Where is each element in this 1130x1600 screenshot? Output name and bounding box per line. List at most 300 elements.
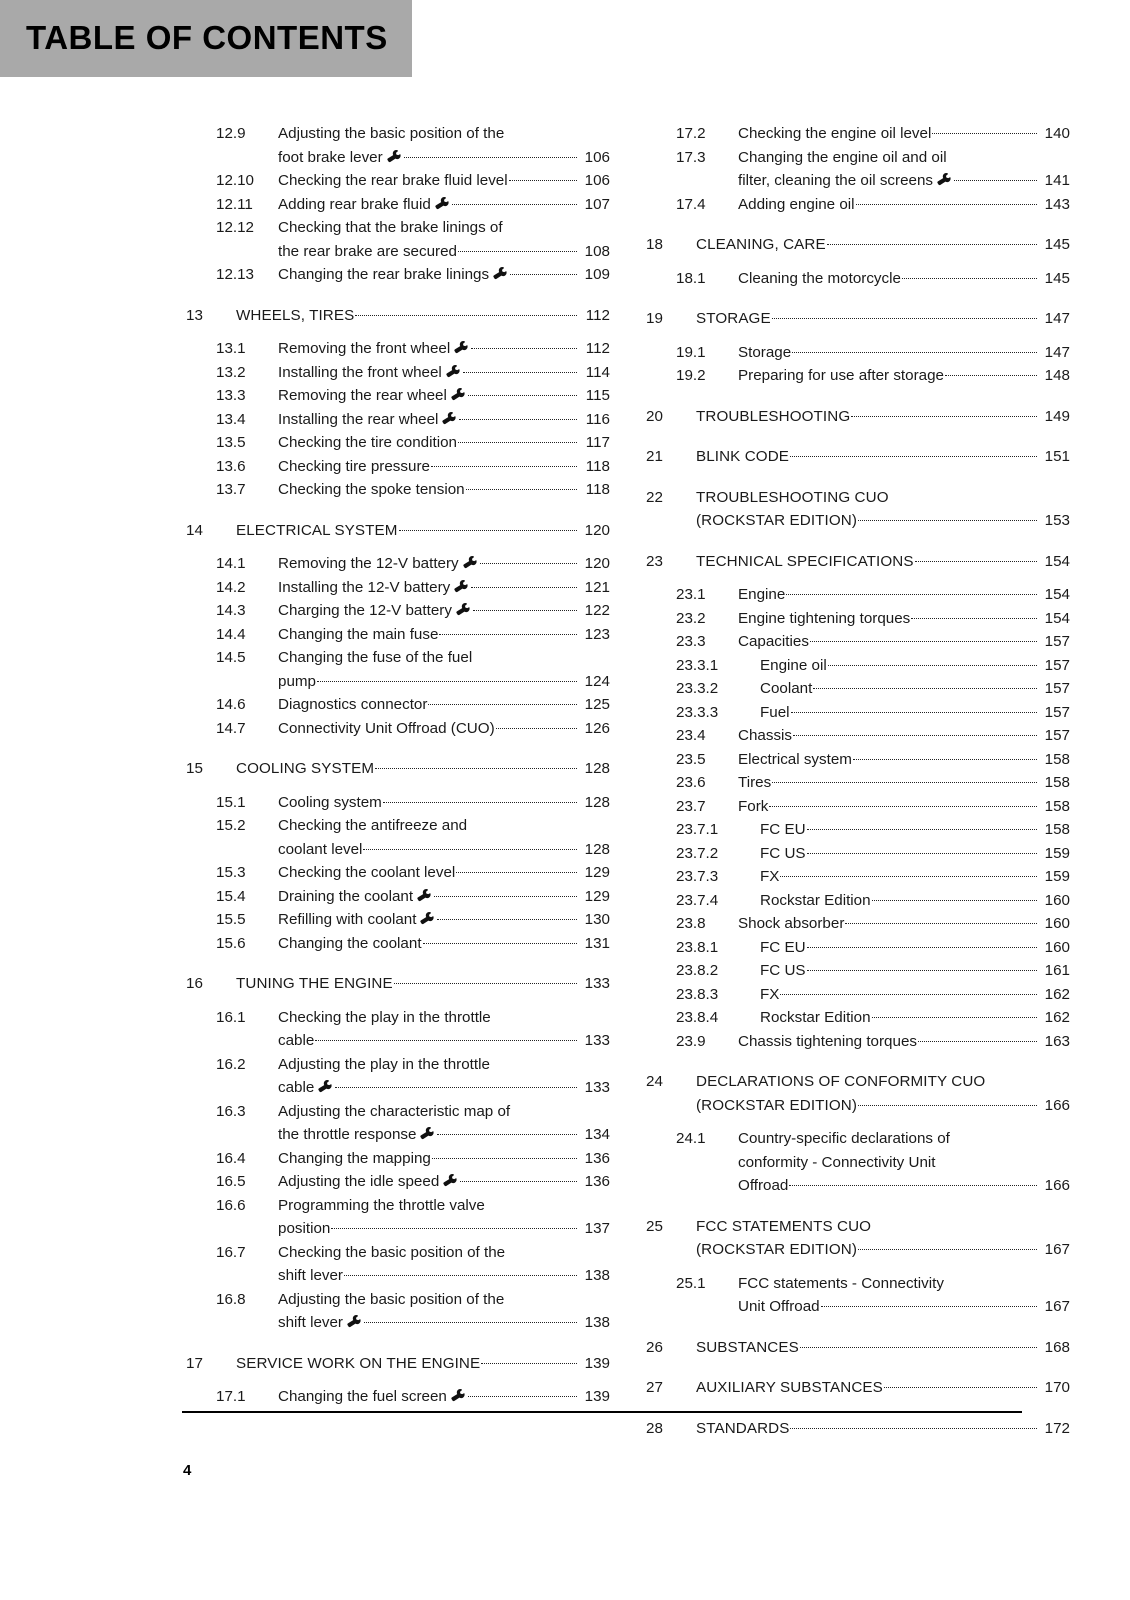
- toc-entry-line: [278, 646, 610, 670]
- toc-section-entry[interactable]: [640, 341, 1070, 365]
- toc-entry-title: SUBSTANCES: [696, 1338, 799, 1356]
- toc-entry-line: [760, 889, 1070, 913]
- toc-chapter-entry[interactable]: [640, 486, 1070, 533]
- toc-entry-page: 160: [1044, 915, 1070, 932]
- toc-entry-line: [738, 1151, 1070, 1175]
- toc-entry-page: 160: [1044, 938, 1070, 956]
- toc-entry-page: 147: [1044, 310, 1070, 327]
- toc-entry-line: [760, 677, 1070, 701]
- toc-section-entry[interactable]: [180, 169, 610, 193]
- toc-entry-line: [236, 1352, 610, 1376]
- toc-section-entry[interactable]: [640, 583, 1070, 607]
- toc-entry-title: Draining the coolant: [278, 887, 414, 905]
- toc-entry-body: [278, 1100, 610, 1147]
- toc-section-entry[interactable]: [180, 1385, 610, 1409]
- toc-entry-line: [278, 693, 610, 717]
- dot-leader: [463, 372, 577, 373]
- toc-entry-title: Changing the coolant: [278, 934, 422, 952]
- toc-entry-line: [738, 1295, 1070, 1319]
- toc-section-entry[interactable]: [180, 908, 610, 932]
- toc-section-entry[interactable]: [640, 1272, 1070, 1319]
- toc-chapter-entry[interactable]: [640, 445, 1070, 469]
- toc-entry-body: [738, 193, 1070, 217]
- toc-entry-body: [278, 576, 610, 600]
- toc-section-entry[interactable]: [180, 361, 610, 385]
- toc-entry-page: 157: [1044, 633, 1070, 650]
- toc-section-entry[interactable]: [640, 771, 1070, 795]
- toc-entry-line: [738, 1174, 1070, 1198]
- dot-leader: [510, 274, 577, 275]
- dot-leader: [431, 466, 577, 467]
- toc-entry-line: [696, 486, 1070, 510]
- toc-chapter-entry[interactable]: [640, 405, 1070, 429]
- toc-section-entry[interactable]: [640, 122, 1070, 146]
- toc-entry-title: AUXILIARY SUBSTANCES: [696, 1379, 883, 1396]
- toc-entry-title: FC EU: [760, 938, 806, 956]
- toc-entry-body: [696, 1376, 1070, 1400]
- toc-section-entry[interactable]: [180, 885, 610, 909]
- toc-entry-page: 158: [1044, 750, 1070, 768]
- toc-section-entry[interactable]: [640, 889, 1070, 913]
- toc-entry-title: COOLING SYSTEM: [236, 760, 375, 777]
- toc-entry-line: [278, 337, 610, 361]
- toc-section-entry[interactable]: [640, 724, 1070, 748]
- toc-entry-page: 128: [584, 793, 610, 811]
- toc-entry-body: [278, 1170, 610, 1194]
- dot-leader: [915, 561, 1037, 562]
- dot-leader: [872, 1017, 1037, 1018]
- toc-entry-title: Shock absorber: [738, 915, 845, 932]
- toc-entry-page: 140: [1044, 125, 1070, 142]
- toc-section-entry[interactable]: [180, 932, 610, 956]
- toc-section-entry[interactable]: [640, 748, 1070, 772]
- toc-entry-title: Adding engine oil: [738, 195, 855, 213]
- dot-leader: [458, 251, 577, 252]
- toc-entry-line: [278, 838, 610, 862]
- footer-divider: [182, 1411, 1022, 1413]
- toc-section-entry[interactable]: [180, 576, 610, 600]
- toc-entry-title: Electrical system: [738, 750, 852, 768]
- toc-entry-line: [696, 405, 1070, 429]
- toc-section-entry[interactable]: [180, 263, 610, 287]
- toc-entry-title: Changing the fuse of the fuel: [278, 649, 473, 666]
- dot-leader: [807, 853, 1037, 854]
- toc-entry-line: [738, 724, 1070, 748]
- toc-entry-line: [738, 169, 1070, 193]
- toc-chapter-entry[interactable]: [640, 1417, 1070, 1441]
- dot-leader: [827, 244, 1037, 245]
- toc-entry-title: shift lever: [278, 1267, 343, 1284]
- toc-entry-line: [760, 701, 1070, 725]
- toc-chapter-entry[interactable]: [180, 519, 610, 543]
- toc-section-entry[interactable]: [180, 1006, 610, 1053]
- toc-entry-line: [278, 384, 610, 408]
- toc-entry-title: TROUBLESHOOTING CUO: [696, 488, 889, 506]
- toc-entry-body: [738, 364, 1070, 388]
- toc-entry-body: [738, 748, 1070, 772]
- toc-entry-page: 131: [584, 934, 610, 952]
- toc-entry-number: 19.2: [676, 367, 706, 384]
- toc-section-entry[interactable]: [180, 1241, 610, 1288]
- toc-entry-number: 23.9: [676, 1032, 706, 1050]
- toc-entry-title: Checking the spoke tension: [278, 481, 465, 498]
- toc-entry-number: 23.7.2: [676, 844, 719, 862]
- toc-entry-line: [278, 478, 610, 502]
- toc-entry-number: 17.3: [676, 148, 706, 166]
- toc-entry-page: 159: [1044, 844, 1070, 862]
- toc-section-entry[interactable]: [180, 1194, 610, 1241]
- toc-section-entry[interactable]: [180, 1147, 610, 1171]
- toc-entry-title: shift lever: [278, 1314, 343, 1331]
- toc-entry-page: 122: [584, 602, 610, 619]
- dot-leader: [821, 1306, 1037, 1307]
- toc-entry-number: 19: [646, 310, 663, 327]
- wrench-icon: [435, 197, 450, 210]
- toc-entry-title: Chassis: [738, 727, 793, 744]
- toc-entry-title: position: [278, 1220, 331, 1237]
- toc-section-entry[interactable]: [180, 431, 610, 455]
- toc-entry-title: Checking the basic position of the: [278, 1243, 506, 1261]
- toc-entry-line: [696, 1417, 1070, 1441]
- toc-entry-number: 13.6: [216, 457, 246, 475]
- toc-entry-body: [278, 1385, 610, 1409]
- toc-entry-line: [278, 932, 610, 956]
- toc-entry-line: [278, 431, 610, 455]
- toc-chapter-entry[interactable]: [640, 1215, 1070, 1262]
- toc-entry-line: [738, 193, 1070, 217]
- toc-entry-number: 15.3: [216, 864, 246, 881]
- toc-entry-title: Chassis tightening torques: [738, 1032, 917, 1050]
- toc-section-entry[interactable]: [180, 478, 610, 502]
- toc-section-entry[interactable]: [640, 701, 1070, 725]
- toc-entry-line: [278, 1076, 610, 1100]
- toc-entry-page: 157: [1044, 680, 1070, 697]
- toc-entry-number: 23.2: [676, 609, 706, 627]
- toc-entry-body: [278, 337, 610, 361]
- toc-entry-number: 14.1: [216, 555, 246, 572]
- toc-entry-title: (ROCKSTAR EDITION): [696, 512, 857, 529]
- toc-section-entry[interactable]: [180, 1053, 610, 1100]
- dot-leader: [810, 641, 1037, 642]
- toc-section-entry[interactable]: [180, 814, 610, 861]
- toc-entry-number: 28: [646, 1419, 663, 1437]
- toc-section-entry[interactable]: [640, 1127, 1070, 1198]
- toc-entry-page: 121: [584, 578, 610, 596]
- toc-entry-title: the rear brake are secured: [278, 242, 457, 260]
- toc-entry-line: [278, 908, 610, 932]
- toc-entry-number: 16.5: [216, 1173, 246, 1190]
- toc-entry-number: 14.5: [216, 649, 246, 666]
- toc-section-entry[interactable]: [640, 193, 1070, 217]
- toc-chapter-entry[interactable]: [640, 233, 1070, 257]
- toc-section-entry[interactable]: [640, 677, 1070, 701]
- toc-section-entry[interactable]: [640, 1030, 1070, 1054]
- toc-entry-title: (ROCKSTAR EDITION): [696, 1096, 857, 1114]
- toc-entry-body: [278, 1006, 610, 1053]
- toc-entry-title: conformity - Connectivity Unit: [738, 1153, 936, 1171]
- wrench-icon: [446, 365, 461, 378]
- toc-entry-body: [236, 304, 610, 328]
- toc-entry-page: 116: [585, 410, 610, 428]
- toc-chapter-entry[interactable]: [640, 550, 1070, 574]
- dot-leader: [481, 1363, 577, 1364]
- toc-entry-line: [278, 1288, 610, 1312]
- toc-section-entry[interactable]: [180, 791, 610, 815]
- toc-section-entry[interactable]: [640, 654, 1070, 678]
- toc-entry-page: 138: [584, 1314, 610, 1331]
- toc-entry-number: 23.7: [676, 797, 706, 815]
- toc-section-entry[interactable]: [640, 795, 1070, 819]
- toc-section-entry[interactable]: [640, 912, 1070, 936]
- toc-entry-line: [738, 795, 1070, 819]
- toc-section-entry[interactable]: [180, 455, 610, 479]
- toc-entry-page: 138: [584, 1267, 610, 1284]
- dot-leader: [807, 970, 1037, 971]
- toc-entry-page: 167: [1044, 1241, 1070, 1258]
- toc-section-entry[interactable]: [180, 337, 610, 361]
- toc-entry-title: Cooling system: [278, 793, 382, 811]
- toc-entry-title: Offroad: [738, 1177, 789, 1194]
- toc-entry-body: [738, 889, 1070, 913]
- toc-entry-line: [278, 1170, 610, 1194]
- toc-entry-number: 25.1: [676, 1274, 706, 1292]
- toc-entry-title: FCC STATEMENTS CUO: [696, 1217, 872, 1235]
- toc-section-entry[interactable]: [640, 1006, 1070, 1030]
- toc-entry-body: [738, 677, 1070, 701]
- toc-entry-page: 109: [584, 266, 610, 283]
- toc-section-entry[interactable]: [180, 1288, 610, 1335]
- toc-entry-number: 13.7: [216, 481, 246, 498]
- toc-entry-page: 125: [584, 696, 610, 713]
- toc-entry-line: [760, 959, 1070, 983]
- toc-chapter-entry[interactable]: [180, 757, 610, 781]
- toc-entry-line: [278, 599, 610, 623]
- toc-entry-line: [738, 267, 1070, 291]
- toc-section-entry[interactable]: [180, 623, 610, 647]
- toc-entry-number: 23.1: [676, 586, 706, 603]
- toc-entry-body: [738, 1006, 1070, 1030]
- toc-entry-body: [696, 1215, 1070, 1262]
- toc-section-entry[interactable]: [180, 717, 610, 741]
- toc-entry-number: 22: [646, 488, 663, 506]
- toc-entry-title: FX: [760, 985, 780, 1003]
- toc-section-entry[interactable]: [180, 552, 610, 576]
- toc-section-entry[interactable]: [180, 384, 610, 408]
- toc-entry-number: 15.4: [216, 887, 246, 905]
- toc-entry-number: 25: [646, 1217, 663, 1235]
- toc-entry-body: [278, 361, 610, 385]
- toc-entry-title: Checking the engine oil level: [738, 125, 932, 142]
- wrench-icon: [456, 603, 471, 616]
- toc-chapter-entry[interactable]: [180, 1352, 610, 1376]
- toc-chapter-entry[interactable]: [640, 307, 1070, 331]
- toc-entry-number: 18: [646, 236, 663, 253]
- toc-section-entry[interactable]: [640, 146, 1070, 193]
- dot-leader: [792, 352, 1037, 353]
- toc-entry-title: Adjusting the characteristic map of: [278, 1102, 511, 1120]
- wrench-icon: [417, 889, 432, 902]
- dot-leader: [394, 983, 577, 984]
- toc-entry-page: 141: [1044, 172, 1070, 189]
- dot-leader: [932, 133, 1037, 134]
- wrench-icon: [454, 580, 469, 593]
- toc-entry-body: [738, 146, 1070, 193]
- dot-leader: [786, 594, 1037, 595]
- toc-chapter-entry[interactable]: [180, 972, 610, 996]
- dot-leader: [793, 735, 1037, 736]
- toc-entry-page: 157: [1044, 703, 1070, 721]
- toc-entry-body: [738, 267, 1070, 291]
- toc-section-entry[interactable]: [640, 267, 1070, 291]
- toc-entry-title: cable: [278, 1032, 315, 1049]
- toc-chapter-entry[interactable]: [640, 1336, 1070, 1360]
- toc-section-entry[interactable]: [180, 193, 610, 217]
- toc-section-entry[interactable]: [180, 599, 610, 623]
- toc-entry-title: Checking the play in the throttle: [278, 1008, 491, 1026]
- dot-leader: [496, 728, 577, 729]
- toc-section-entry[interactable]: [640, 630, 1070, 654]
- toc-entry-title: Fuel: [760, 703, 790, 721]
- toc-entry-page: 112: [585, 306, 610, 324]
- toc-section-entry[interactable]: [640, 983, 1070, 1007]
- dot-leader: [790, 456, 1037, 457]
- toc-chapter-entry[interactable]: [640, 1070, 1070, 1117]
- toc-entry-title: Changing the engine oil and oil: [738, 148, 947, 166]
- toc-entry-number: 23.8.3: [676, 985, 719, 1003]
- toc-entry-title: ELECTRICAL SYSTEM: [236, 521, 398, 539]
- dot-leader: [858, 1249, 1037, 1250]
- wrench-icon: [347, 1315, 362, 1328]
- toc-section-entry[interactable]: [640, 959, 1070, 983]
- toc-entry-title: Programming the throttle valve: [278, 1196, 485, 1214]
- dot-leader: [468, 1396, 577, 1397]
- dot-leader: [344, 1275, 577, 1276]
- toc-entry-body: [738, 865, 1070, 889]
- toc-entry-line: [278, 408, 610, 432]
- toc-entry-number: 23.8: [676, 915, 706, 932]
- toc-chapter-entry[interactable]: [180, 304, 610, 328]
- dot-leader: [828, 665, 1037, 666]
- toc-section-entry[interactable]: [180, 1170, 610, 1194]
- dot-leader: [769, 806, 1037, 807]
- toc-entry-page: 170: [1044, 1379, 1070, 1396]
- toc-entry-page: 120: [584, 555, 610, 572]
- toc-chapter-entry[interactable]: [640, 1376, 1070, 1400]
- toc-entry-body: [278, 932, 610, 956]
- toc-entry-title: FC US: [760, 962, 806, 979]
- wrench-icon: [454, 341, 469, 354]
- toc-entry-line: [278, 552, 610, 576]
- toc-entry-body: [738, 1030, 1070, 1054]
- toc-entry-number: 18.1: [676, 269, 706, 287]
- dot-leader: [317, 681, 577, 682]
- toc-entry-line: [738, 630, 1070, 654]
- toc-entry-line: [738, 1272, 1070, 1296]
- toc-entry-page: 166: [1044, 1096, 1070, 1114]
- toc-entry-line: [696, 1376, 1070, 1400]
- toc-entry-title: Adjusting the basic position of the: [278, 1290, 505, 1308]
- toc-section-entry[interactable]: [180, 122, 610, 169]
- toc-section-entry[interactable]: [180, 861, 610, 885]
- dot-leader: [331, 1228, 577, 1229]
- dot-leader: [468, 395, 577, 396]
- toc-entry-line: [760, 842, 1070, 866]
- toc-entry-title: Removing the rear wheel: [278, 387, 447, 404]
- toc-entry-body: [696, 233, 1070, 257]
- toc-entry-line: [278, 1053, 610, 1077]
- toc-entry-title: Diagnostics connector: [278, 696, 428, 713]
- toc-entry-body: [278, 408, 610, 432]
- dot-leader: [813, 688, 1037, 689]
- toc-entry-body: [278, 1288, 610, 1335]
- toc-section-entry[interactable]: [640, 607, 1070, 631]
- toc-entry-line: [278, 216, 610, 240]
- toc-entry-number: 16.6: [216, 1196, 246, 1214]
- toc-entry-body: [278, 861, 610, 885]
- toc-entry-body: [738, 842, 1070, 866]
- wrench-icon: [937, 173, 952, 186]
- dot-leader: [437, 1134, 577, 1135]
- dot-leader: [404, 157, 577, 158]
- toc-section-entry[interactable]: [640, 818, 1070, 842]
- toc-entry-body: [738, 122, 1070, 146]
- toc-entry-line: [760, 818, 1070, 842]
- wrench-icon: [442, 412, 457, 425]
- toc-entry-number: 17.2: [676, 125, 706, 142]
- toc-entry-title: Engine: [738, 586, 786, 603]
- toc-entry-line: [738, 1030, 1070, 1054]
- wrench-icon: [493, 267, 508, 280]
- toc-entry-body: [278, 263, 610, 287]
- toc-entry-page: 168: [1044, 1338, 1070, 1356]
- toc-entry-number: 17: [186, 1354, 203, 1372]
- toc-section-entry[interactable]: [180, 1100, 610, 1147]
- toc-entry-line: [696, 1336, 1070, 1360]
- toc-entry-title: Changing the main fuse: [278, 625, 439, 643]
- wrench-icon: [387, 150, 402, 163]
- toc-entry-title: DECLARATIONS OF CONFORMITY CUO: [696, 1073, 986, 1090]
- toc-section-entry[interactable]: [640, 936, 1070, 960]
- toc-entry-line: [278, 1006, 610, 1030]
- toc-entry-title: filter, cleaning the oil screens: [738, 172, 934, 189]
- toc-section-entry[interactable]: [640, 842, 1070, 866]
- toc-section-entry[interactable]: [180, 646, 610, 693]
- toc-entry-page: 123: [584, 625, 610, 643]
- toc-section-entry[interactable]: [640, 865, 1070, 889]
- toc-section-entry[interactable]: [180, 216, 610, 263]
- toc-entry-title: Charging the 12-V battery: [278, 602, 452, 619]
- toc-entry-title: Storage: [738, 343, 792, 361]
- toc-entry-page: 158: [1044, 774, 1070, 791]
- toc-section-entry[interactable]: [180, 408, 610, 432]
- toc-entry-number: 24: [646, 1073, 663, 1090]
- toc-entry-body: [738, 630, 1070, 654]
- wrench-icon: [451, 388, 466, 401]
- toc-entry-body: [236, 972, 610, 996]
- toc-entry-body: [696, 1336, 1070, 1360]
- toc-entry-page: 154: [1044, 586, 1070, 603]
- toc-entry-number: 23.4: [676, 727, 706, 744]
- toc-entry-page: 163: [1044, 1032, 1070, 1050]
- dot-leader: [452, 204, 577, 205]
- dot-leader: [884, 1387, 1037, 1388]
- toc-section-entry[interactable]: [640, 364, 1070, 388]
- toc-entry-title: Fork: [738, 797, 769, 815]
- dot-leader: [858, 1105, 1037, 1106]
- toc-entry-body: [696, 550, 1070, 574]
- toc-section-entry[interactable]: [180, 693, 610, 717]
- toc-entry-body: [278, 646, 610, 693]
